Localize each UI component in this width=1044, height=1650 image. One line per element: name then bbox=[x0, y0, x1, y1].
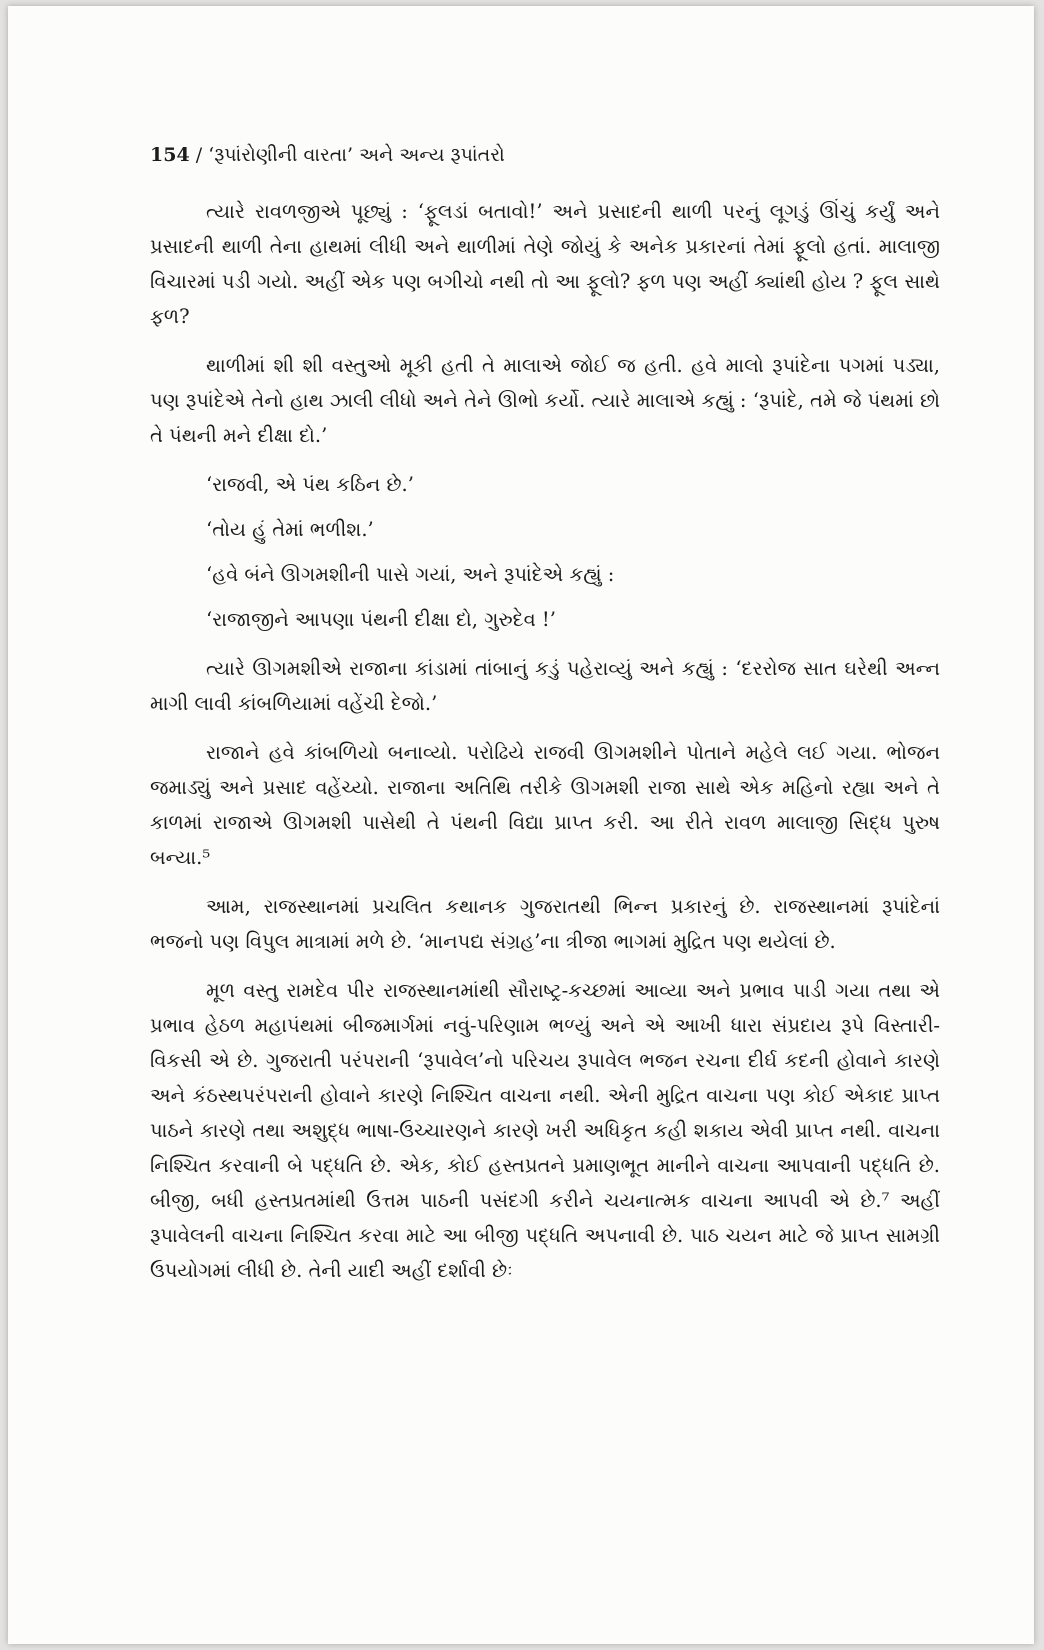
running-header bbox=[150, 144, 505, 166]
dialogue-line: ‘હવે બંને ઊગમશીની પાસે ગયાં, અને રૂપાંદેએ કહ્યું : bbox=[206, 563, 615, 586]
body-text bbox=[150, 194, 940, 1302]
paragraph: આમ, રાજસ્થાનમાં પ્રચલિત કથાનક ગુજરાતથી ભિન્ન પ્રકારનું છે. રાજસ્થાનમાં રૂપાંદેનાં ભજનો પણ વિપુલ માત્રામાં મળે છે. ‘માનપદ્ય સંગ્રહ’ના ત્રીજા ભાગમાં મુદ્રિત પણ થયેલાં છે. bbox=[150, 895, 940, 953]
paragraph: ત્યારે રાવળજીએ પૂછ્યું : ‘ફૂલડાં બતાવો!’ અને પ્રસાદની થાળી પરનું લૂગડું ઊંચું કર્યું અને પ્રસાદની થાળી તેના હાથમાં લીધી અને થાળીમાં તેણે જોયું કે અનેક પ્રકારનાં તેમાં ફૂલો હતાં. માલાજી વિચારમાં પડી ગયો. અહીં એક પણ બગીચો નથી તો આ ફૂલો? ફળ પણ અહીં ક્યાંથી હોય ? ફૂલ સાથે ફળ? bbox=[150, 200, 940, 328]
page-number: 154 bbox=[150, 144, 190, 166]
dialogue-line: ‘રાજાજીને આપણા પંથની દીક્ષા દો, ગુરુદેવ !’ bbox=[206, 608, 556, 631]
dialogue-line: ‘તોય હું તેમાં ભળીશ.’ bbox=[206, 518, 374, 541]
paragraph: થાળીમાં શી શી વસ્તુઓ મૂકી હતી તે માલાએ જોઈ જ હતી. હવે માલો રૂપાંદેના પગમાં પડ્યા, પણ રૂપાંદેએ તેનો હાથ ઝાલી લીધો અને તેને ઊભો કર્યો. ત્યારે માલાએ કહ્યું : ‘રૂપાંદે, તમે જે પંથમાં છો તે પંથની મને દીક્ષા દો.’ bbox=[150, 354, 940, 447]
header-separator: / bbox=[189, 144, 209, 166]
book-page bbox=[8, 6, 1034, 1644]
header-title: ‘રૂપાંરોણીની વારતા’ અને અન્ય રૂપાંતરો bbox=[208, 144, 505, 166]
dialogue-line: ‘રાજવી, એ પંથ કઠિન છે.’ bbox=[206, 473, 414, 496]
paragraph: રાજાને હવે કાંબળિયો બનાવ્યો. પરોઢિયે રાજવી ઊગમશીને પોતાને મહેલે લઈ ગયા. ભોજન જમાડ્યું અને પ્રસાદ વહેંચ્યો. રાજાના અતિથિ તરીકે ઊગમશી રાજા સાથે એક મહિનો રહ્યા અને તે કાળમાં રાજાએ ઊગમશી પાસેથી તે પંથની વિદ્યા પ્રાપ્ત કરી. આ રીતે રાવળ માલાજી સિદ્ધ પુરુષ બન્યા.⁵ bbox=[150, 741, 940, 869]
paragraph: ત્યારે ઊગમશીએ રાજાના કાંડામાં તાંબાનું કડું પહેરાવ્યું અને કહ્યું : ‘દરરોજ સાત ઘરેથી અન્ન માગી લાવી કાંબળિયામાં વહેંચી દેજો.’ bbox=[150, 657, 940, 715]
paragraph: મૂળ વસ્તુ રામદેવ પીર રાજસ્થાનમાંથી સૌરાષ્ટ્ર-કચ્છમાં આવ્યા અને પ્રભાવ પાડી ગયા તથા એ પ્રભાવ હેઠળ મહાપંથમાં બીજમાર્ગમાં નવું-પરિણામ ભળ્યું અને એ આખી ધારા સંપ્રદાય રૂપે વિસ્તારી-વિકસી એ છે. ગુજરાતી પરંપરાની ‘રૂપાવેલ’નો પરિચય રૂપાવેલ ભજન રચના દીર્ઘ કદની હોવાને કારણે અને કંઠસ્થપરંપરાની હોવાને કારણે નિશ્ચિત વાચના નથી. એની મુદ્રિત વાચના પણ કોઈ એકાદ પ્રાપ્ત પાઠને કારણે તથા અશુદ્ધ ભાષા-ઉચ્ચારણને કારણે ખરી અધિકૃત કહી શકાય એવી પ્રાપ્ત નથી. વાચના નિશ્ચિત કરવાની બે પદ્ધતિ છે. એક, કોઈ હસ્તપ્રતને પ્રમાણભૂત માનીને વાચના આપવાની પદ્ધતિ છે. બીજી, બધી હસ્તપ્રતમાંથી ઉત્તમ પાઠની પસંદગી કરીને ચયનાત્મક વાચના આપવી એ છે.⁷ અહીં રૂપાવેલની વાચના નિશ્ચિત કરવા માટે આ બીજી પદ્ધતિ અપનાવી છે. પાઠ ચયન માટે જે પ્રાપ્ત સામગ્રી ઉપયોગમાં લીધી છે. તેની યાદી અહીં દર્શાવી છેઃ bbox=[150, 979, 940, 1282]
